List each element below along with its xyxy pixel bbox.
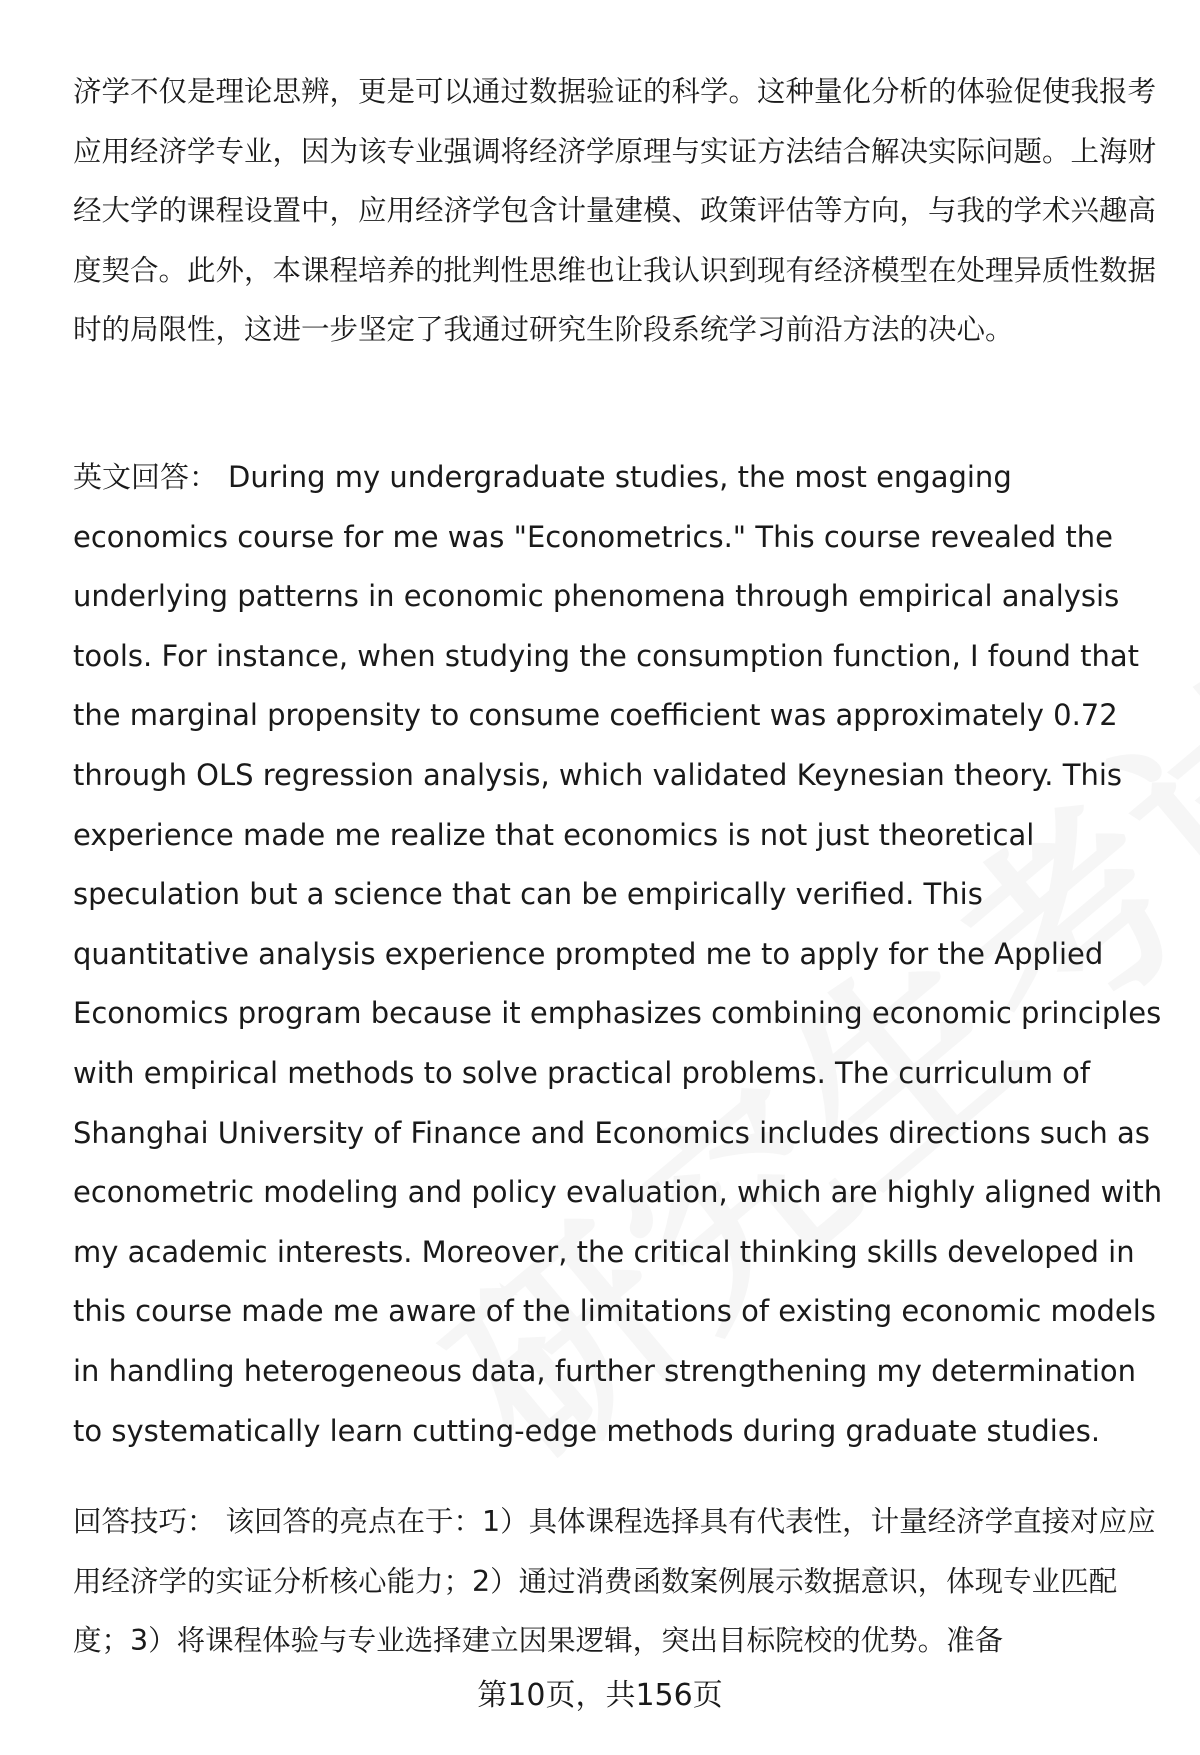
answer-tips-paragraph bbox=[73, 1492, 1163, 1671]
english-answer-paragraph bbox=[73, 448, 1163, 1461]
answer-tips-text: 该回答的亮点在于：1）具体课程选择具有代表性，计量经济学直接对应应用经济学的实证分析核心能力；2）通过消费函数案例展示数据意识，体现专业匹配度；3）将课程体验与专业选择建立因果逻辑，突出目标院校的优势。准备 bbox=[73, 1505, 1156, 1657]
page-number-footer: 第10页，共156页 bbox=[477, 1678, 723, 1713]
chinese-paragraph-continuation: 济学不仅是理论思辨，更是可以通过数据验证的科学。这种量化分析的体验促使我报考应用经济学专业，因为该专业强调将经济学原理与实证方法结合解决实际问题。上海财经大学的课程设置中，应用经济学包含计量建模、政策评估等方向，与我的学术兴趣高度契合。此外，本课程培养的批判性思维也让我认识到现有经济模型在处理异质性数据时的局限性，这进一步坚定了我通过研究生阶段系统学习前沿方法的决心。 bbox=[73, 75, 1157, 346]
english-answer-text: During my undergraduate studies, the most engaging economics course for me was "Econometrics." This course revealed the underlying patterns in economic phenomena through empirical analysis tools. For instance, when studying the consumption function, I found that the marginal propensity to consume coefficient was approximately 0.72 through OLS regression analysis, which validated Keynesian theory. This experience made me realize that economics is not just theoretical speculation but a science that can be empirically verified. This quantitative analysis experience prompted me to apply for the Applied Economics program because it emphasizes combining economic principles with empirical methods to solve practical problems. The curriculum of Shanghai University of Finance and Economics includes directions such as econometric modeling and policy evaluation, which are highly aligned with my academic interests. Moreover, the critical thinking skills developed in this course made me aware of the limitations of existing economic models in handling heterogeneous data, further strengthening my determination to systematically learn cutting-edge methods during graduate studies. bbox=[73, 460, 1163, 1448]
answer-tips-label: 回答技巧： bbox=[73, 1505, 216, 1538]
english-answer-label: 英文回答： bbox=[73, 460, 219, 494]
